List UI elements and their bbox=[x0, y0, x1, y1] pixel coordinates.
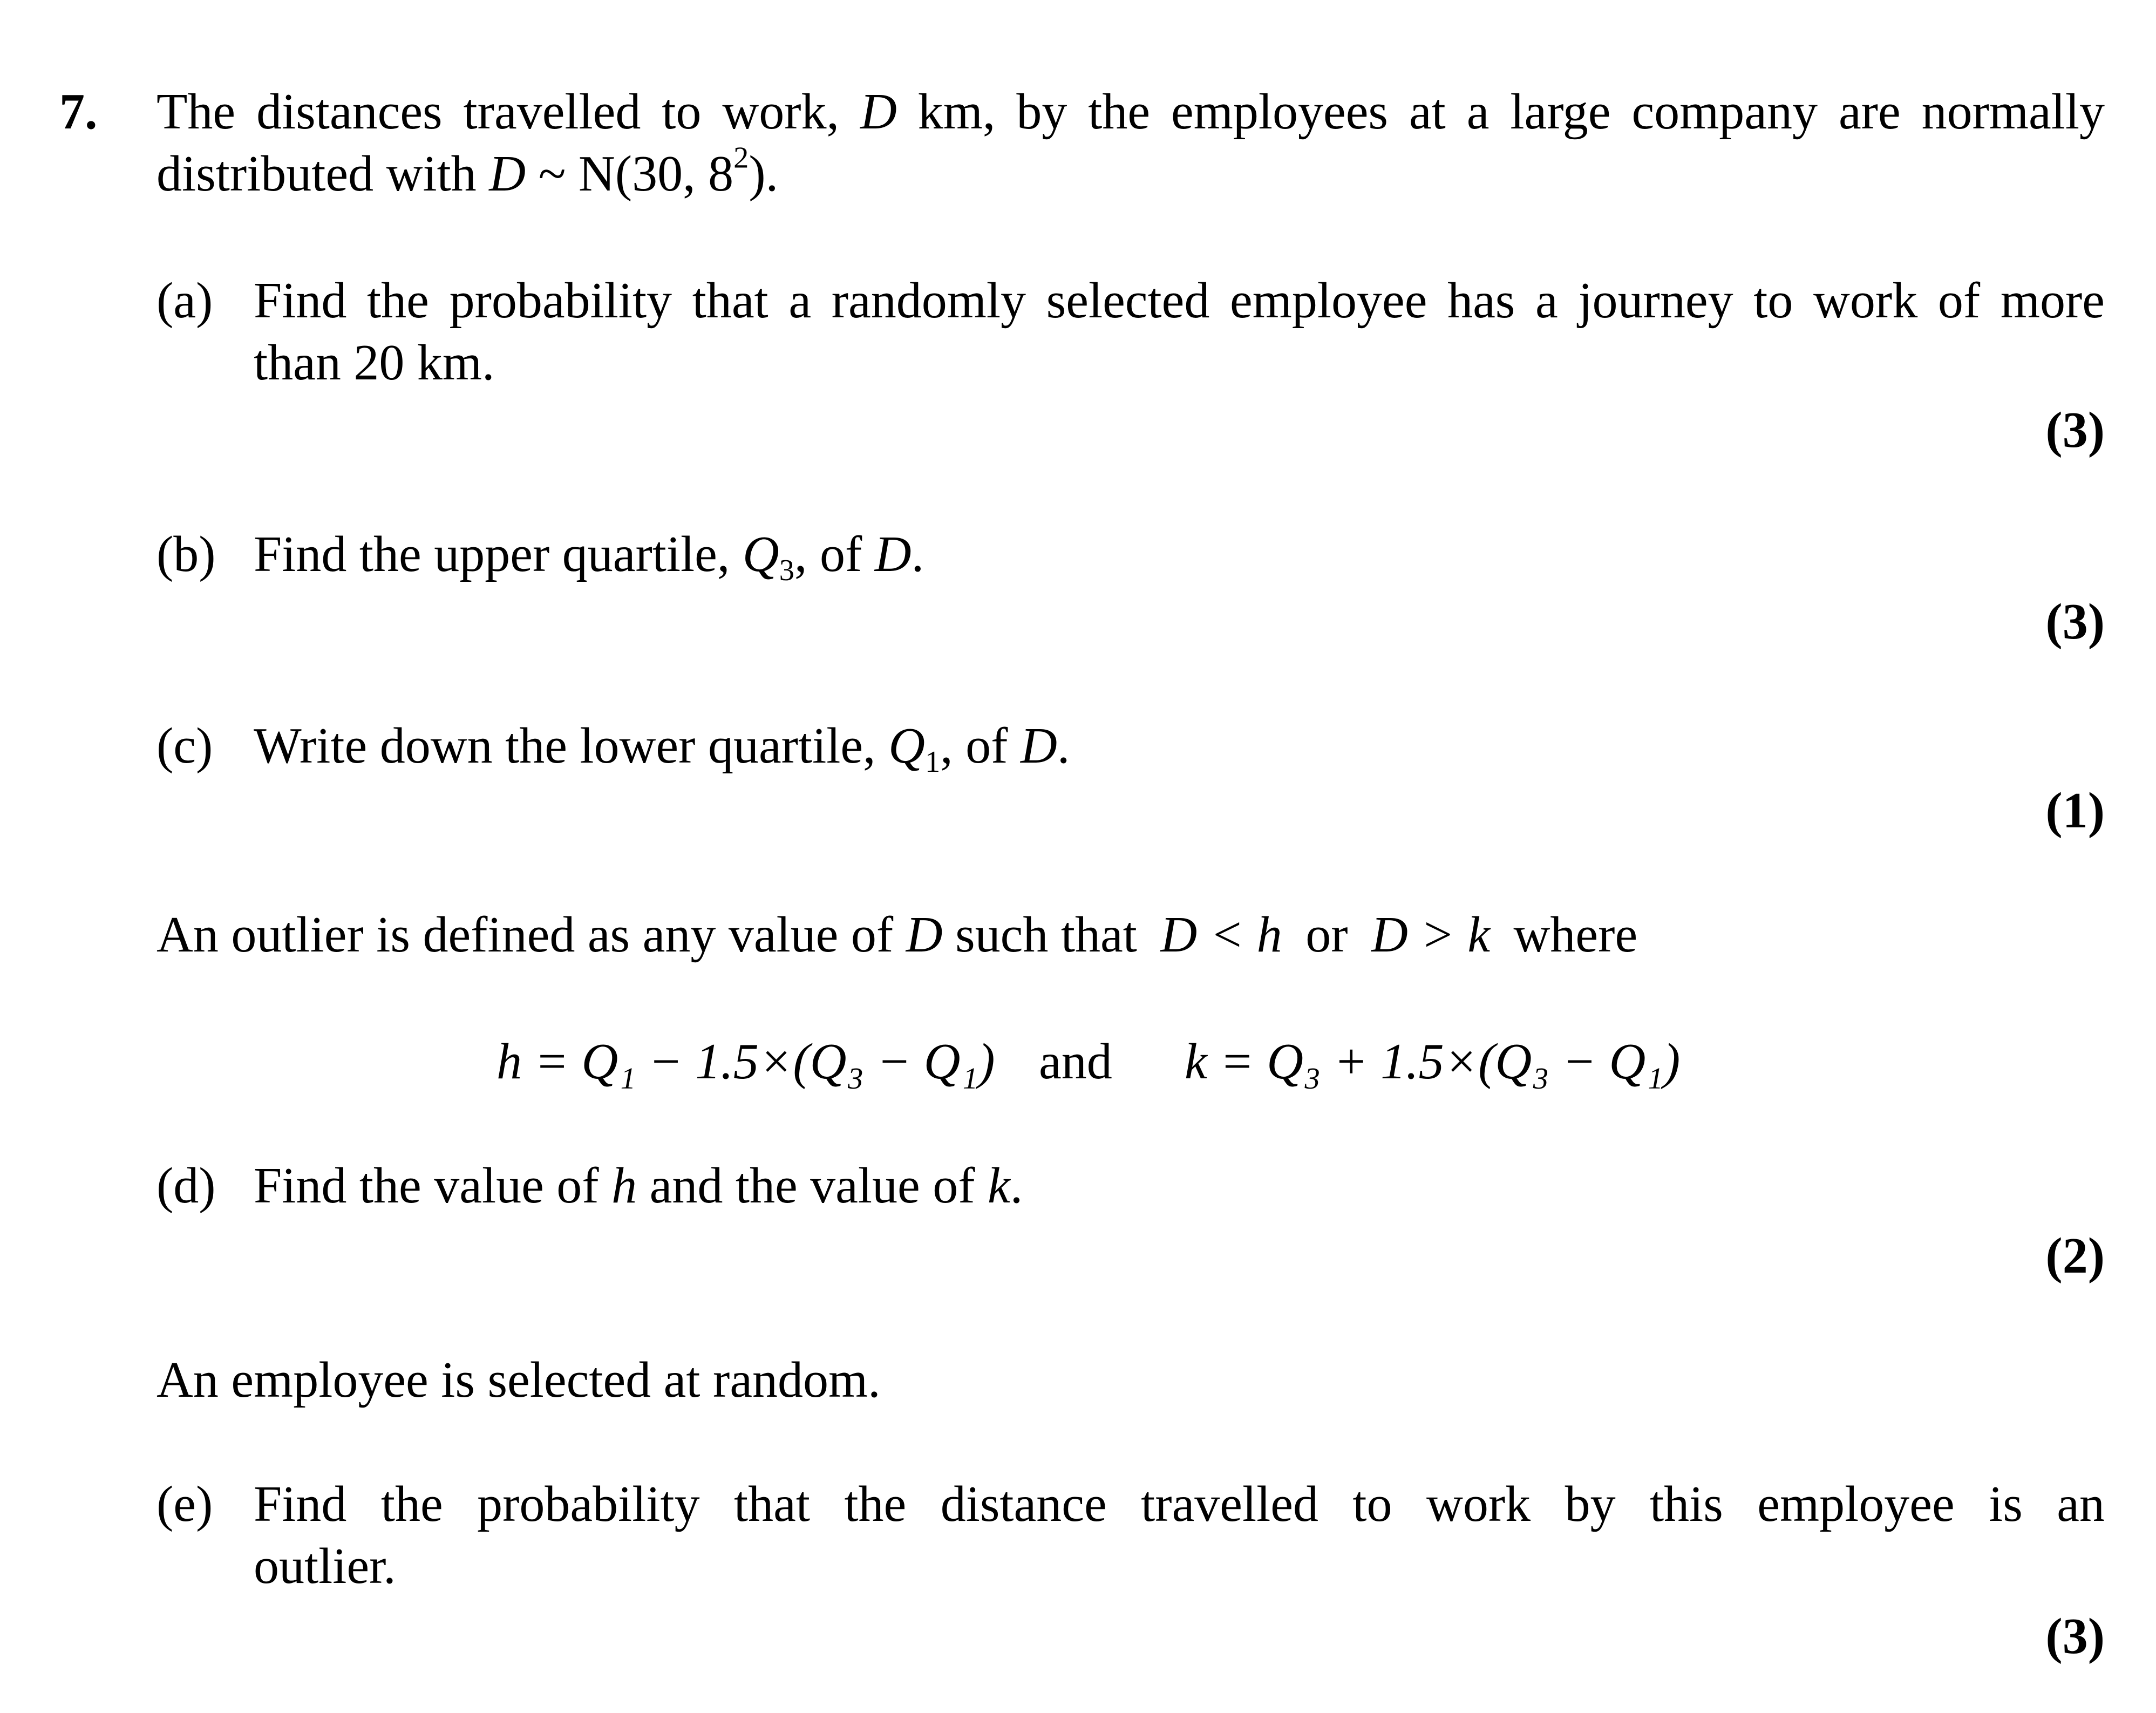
question-intro-line2 bbox=[157, 141, 779, 202]
intro-text: km, by the employees at a large company are normally bbox=[896, 84, 2105, 140]
part-d-pre: Find the value of bbox=[254, 1158, 612, 1214]
part-c-mid: , of bbox=[940, 718, 1021, 774]
part-c-text bbox=[254, 718, 1070, 779]
intro-text: distributed with bbox=[157, 146, 489, 202]
part-a-label: (a) bbox=[157, 273, 213, 329]
question-intro-line1 bbox=[157, 84, 2105, 140]
part-d-end: . bbox=[1010, 1158, 1023, 1214]
part-b-end: . bbox=[911, 526, 924, 582]
outlier-or: or bbox=[1293, 907, 1361, 963]
outlier-mid: such that bbox=[942, 907, 1150, 963]
outlier-pre: An outlier is defined as any value of bbox=[157, 907, 906, 963]
variable-d: D bbox=[489, 146, 526, 202]
q-subscript: 3 bbox=[779, 553, 794, 587]
k-formula: k = Q₃ + 1.5×(Q₃ − Q₁) bbox=[1185, 1034, 1681, 1090]
question-number: 7. bbox=[59, 84, 98, 140]
part-a-text bbox=[254, 273, 2105, 329]
part-b-label: (b) bbox=[157, 526, 216, 582]
part-b-mid: , of bbox=[794, 526, 875, 582]
part-e-line1: Find the probability that the distance travelled to work by this employee is an bbox=[254, 1476, 2105, 1532]
part-d-label: (d) bbox=[157, 1158, 216, 1214]
outlier-post: where bbox=[1501, 907, 1638, 963]
part-e-label: (e) bbox=[157, 1476, 213, 1532]
formula-and: and bbox=[1039, 1034, 1112, 1090]
part-e-marks: (3) bbox=[2045, 1608, 2105, 1664]
condition-lower: D < h bbox=[1160, 907, 1282, 963]
part-b-marks: (3) bbox=[2045, 594, 2105, 650]
distribution-end: ). bbox=[749, 146, 779, 202]
part-c-end: . bbox=[1057, 718, 1070, 774]
variable-h: h bbox=[611, 1158, 637, 1214]
part-c-marks: (1) bbox=[2045, 783, 2105, 839]
condition-upper: D > k bbox=[1371, 907, 1491, 963]
part-c-pre: Write down the lower quartile, bbox=[254, 718, 889, 774]
random-statement: An employee is selected at random. bbox=[157, 1352, 881, 1408]
q-symbol: Q bbox=[742, 526, 779, 582]
part-b-text bbox=[254, 526, 924, 587]
q-subscript: 1 bbox=[924, 745, 941, 779]
part-d-mid: and the value of bbox=[637, 1158, 988, 1214]
variable-k: k bbox=[988, 1158, 1010, 1214]
part-c-label: (c) bbox=[157, 718, 213, 774]
variable-d: D bbox=[860, 84, 897, 140]
part-b-pre: Find the upper quartile, bbox=[254, 526, 743, 582]
part-a-marks: (3) bbox=[2045, 402, 2105, 458]
part-a-line1: Find the probability that a randomly selected employee has a journey to work of more bbox=[254, 273, 2105, 329]
variable-d: D bbox=[906, 907, 943, 963]
part-e-line2: outlier. bbox=[254, 1538, 396, 1594]
variable-d: D bbox=[874, 526, 912, 582]
exponent: 2 bbox=[733, 141, 749, 175]
part-a-line2: than 20 km. bbox=[254, 335, 495, 391]
distribution: ~ N(30, 8 bbox=[526, 146, 734, 202]
intro-text: The distances travelled to work, bbox=[157, 84, 860, 140]
outlier-definition bbox=[157, 907, 1638, 963]
h-formula: h = Q₁ − 1.5×(Q₃ − Q₁) bbox=[497, 1034, 995, 1090]
q-symbol: Q bbox=[888, 718, 925, 774]
variable-d: D bbox=[1020, 718, 1057, 774]
part-d-text bbox=[254, 1158, 1023, 1214]
part-d-marks: (2) bbox=[2045, 1228, 2105, 1284]
part-e-text bbox=[254, 1476, 2105, 1532]
